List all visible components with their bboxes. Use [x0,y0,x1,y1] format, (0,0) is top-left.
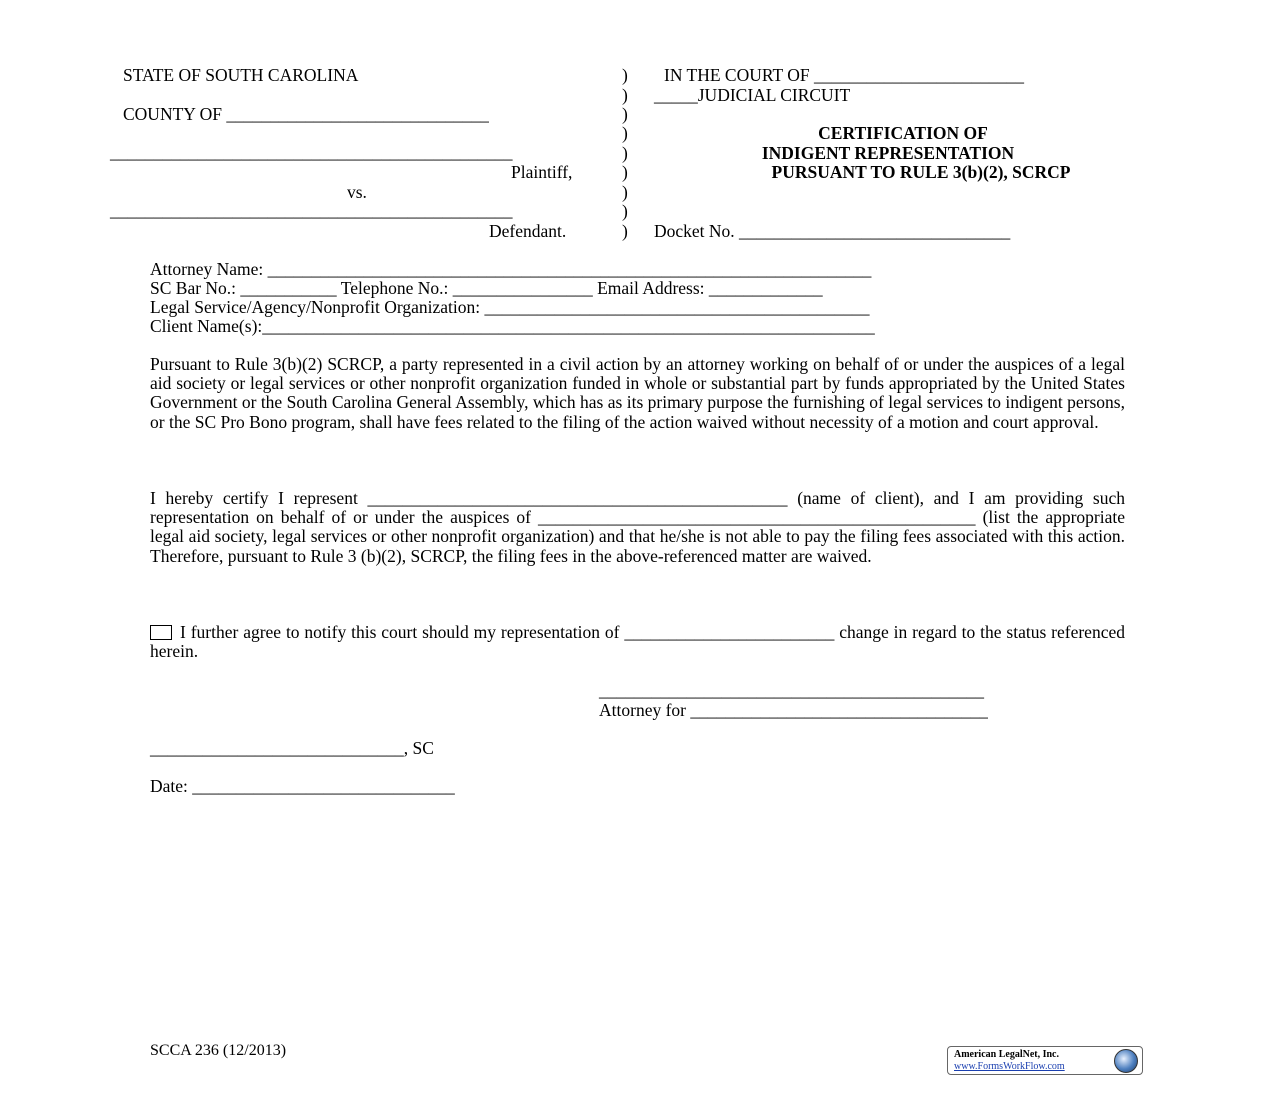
paren: ) [622,201,628,221]
paren: ) [622,143,628,163]
plaintiff-field[interactable]: ______________________________________________ [110,142,513,162]
rule-paragraph: Pursuant to Rule 3(b)(2) SCRCP, a party represented in a civil action by an attorney working on behalf of or under the auspices of a legal aid society or legal services or other nonprofit organization funded in whole or substantial part by funds appropriated by the United States Government or the South Carolina General Assembly, which has as its primary purpose the furnishing of legal services to indigent persons, or the SC Pro Bono program, shall have fees related to the filing of the action waived without necessity of a motion and court approval. [150,354,1125,432]
state-label: STATE OF SOUTH CAROLINA [123,65,359,85]
title-line-2: INDIGENT REPRESENTATION [761,143,1015,163]
court-field[interactable]: IN THE COURT OF ________________________ [664,65,1024,85]
globe-icon [1114,1049,1138,1073]
bar-phone-email-fields[interactable]: SC Bar No.: ___________ Telephone No.: ________________ Email Address: _____________ [150,278,823,298]
attorney-name-field[interactable]: Attorney Name: _____________________________________________________________________ [150,259,872,279]
american-legalnet-logo[interactable] [947,1046,1143,1075]
defendant-label: Defendant. [489,221,567,241]
logo-company: American LegalNet, Inc. [954,1049,1059,1060]
attorney-for-field[interactable]: Attorney for __________________________________ [599,700,988,720]
paren: ) [622,85,628,105]
docket-field[interactable]: Docket No. _______________________________ [654,221,1011,241]
notify-paragraph [150,623,1125,661]
plaintiff-label: Plaintiff, [511,162,573,182]
organization-field[interactable]: Legal Service/Agency/Nonprofit Organization: ____________________________________________ [150,297,870,317]
title-line-1: CERTIFICATION OF [818,123,988,143]
paren: ) [622,123,628,143]
defendant-field[interactable]: ______________________________________________ [110,200,513,220]
signature-line[interactable]: ____________________________________________ [599,680,984,700]
vs-label: vs. [347,182,367,202]
certification-paragraph[interactable]: I hereby certify I represent ________________________________________________ (name of client), and I am providing such representation on behalf of or under the auspices of __________________________________________________ (list the appropriate legal aid society, legal services or other nonprofit organization) and that he/she is not able to pay the filing fees associated with this action. Therefore, pursuant to Rule 3 (b)(2), SCRCP, the filing fees in the above-referenced matter are waived. [150,488,1125,566]
paren: ) [622,162,628,182]
paren: ) [622,182,628,202]
logo-url[interactable]: www.FormsWorkFlow.com [954,1061,1065,1072]
county-field[interactable]: COUNTY OF ______________________________ [123,104,489,124]
circuit-field[interactable]: _____JUDICIAL CIRCUIT [654,85,851,105]
notify-text[interactable]: I further agree to notify this court should my representation of ________________________ change in regard to the status referenced herein. [150,622,1125,662]
title-line-3: PURSUANT TO RULE 3(b)(2), SCRCP [771,162,1071,182]
paren: ) [622,221,628,241]
notify-checkbox[interactable] [150,625,172,640]
city-field[interactable]: _____________________________, SC [150,738,434,758]
client-names-field[interactable]: Client Name(s):______________________________________________________________________ [150,316,875,336]
date-field[interactable]: Date: ______________________________ [150,776,455,796]
paren: ) [622,65,628,85]
form-id: SCCA 236 (12/2013) [150,1042,287,1059]
paren: ) [622,104,628,124]
